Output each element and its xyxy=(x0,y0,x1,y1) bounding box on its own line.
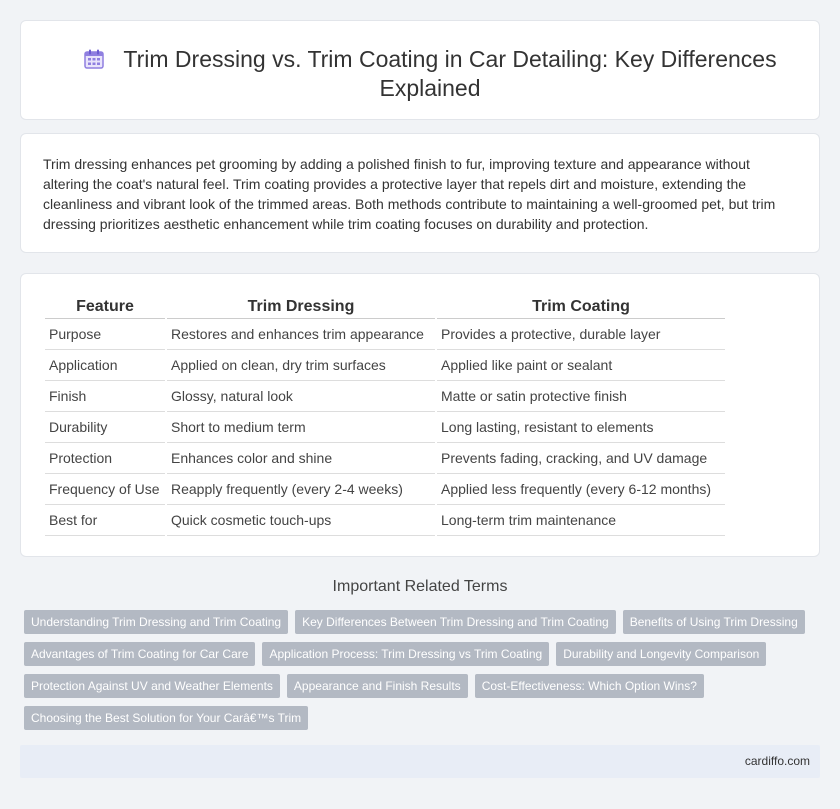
table-row xyxy=(45,412,725,443)
coating-cell: Applied like paint or sealant xyxy=(437,350,725,381)
dressing-cell: Enhances color and shine xyxy=(167,443,435,474)
feature-cell: Application xyxy=(45,350,165,381)
header-trim-dressing: Trim Dressing xyxy=(167,296,435,319)
table-row xyxy=(45,474,725,505)
feature-cell: Purpose xyxy=(45,319,165,350)
related-tag[interactable]: Understanding Trim Dressing and Trim Coating xyxy=(24,610,288,634)
footer-site-link[interactable]: cardiffo.com xyxy=(744,754,810,768)
coating-cell: Prevents fading, cracking, and UV damage xyxy=(437,443,725,474)
header-trim-coating: Trim Coating xyxy=(437,296,725,319)
related-tag[interactable]: Benefits of Using Trim Dressing xyxy=(623,610,805,634)
coating-cell: Applied less frequently (every 6-12 months) xyxy=(437,474,725,505)
dressing-cell: Glossy, natural look xyxy=(167,381,435,412)
feature-cell: Best for xyxy=(45,505,165,536)
dressing-cell: Restores and enhances trim appearance xyxy=(167,319,435,350)
table-row xyxy=(45,319,725,350)
comparison-card xyxy=(20,273,820,557)
related-tag[interactable]: Durability and Longevity Comparison xyxy=(556,642,766,666)
related-tag[interactable]: Cost-Effectiveness: Which Option Wins? xyxy=(475,674,704,698)
feature-cell: Durability xyxy=(45,412,165,443)
feature-cell: Frequency of Use xyxy=(45,474,165,505)
feature-cell: Finish xyxy=(45,381,165,412)
coating-cell: Provides a protective, durable layer xyxy=(437,319,725,350)
header-feature: Feature xyxy=(45,296,165,319)
feature-cell: Protection xyxy=(45,443,165,474)
table-row xyxy=(45,350,725,381)
related-tag[interactable]: Application Process: Trim Dressing vs Trim Coating xyxy=(262,642,549,666)
table-row xyxy=(45,443,725,474)
intro-card xyxy=(20,133,820,253)
table-row xyxy=(45,381,725,412)
coating-cell: Long lasting, resistant to elements xyxy=(437,412,725,443)
related-tag[interactable]: Appearance and Finish Results xyxy=(287,674,468,698)
calendar-icon xyxy=(83,48,105,70)
dressing-cell: Reapply frequently (every 2-4 weeks) xyxy=(167,474,435,505)
header-card xyxy=(20,20,820,120)
coating-cell: Long-term trim maintenance xyxy=(437,505,725,536)
table-header-row xyxy=(45,296,725,319)
comparison-table xyxy=(43,296,727,536)
dressing-cell: Short to medium term xyxy=(167,412,435,443)
related-tag[interactable]: Advantages of Trim Coating for Car Care xyxy=(24,642,255,666)
related-terms-title: Important Related Terms xyxy=(332,578,508,595)
footer xyxy=(20,745,820,778)
dressing-cell: Quick cosmetic touch-ups xyxy=(167,505,435,536)
page-title-wrap xyxy=(61,45,799,103)
related-tag[interactable]: Protection Against UV and Weather Elements xyxy=(24,674,280,698)
related-tags xyxy=(24,610,814,730)
page-title: Trim Dressing vs. Trim Coating in Car Detailing: Key Differences Explained xyxy=(123,46,777,101)
table-row xyxy=(45,505,725,536)
related-tag[interactable]: Key Differences Between Trim Dressing and Trim Coating xyxy=(295,610,616,634)
dressing-cell: Applied on clean, dry trim surfaces xyxy=(167,350,435,381)
related-tag[interactable]: Choosing the Best Solution for Your Carâ€™s Trim xyxy=(24,706,308,730)
intro-text: Trim dressing enhances pet grooming by adding a polished finish to fur, improving texture and appearance without altering the coat's natural feel. Trim coating provides a protective layer that repels dirt and moisture, extending the cleanliness and vibrant look of the trimmed areas. Both methods contribute to maintaining a well-groomed pet, but trim dressing prioritizes aesthetic enhancement while trim coating focuses on durability and protection. xyxy=(43,156,776,232)
coating-cell: Matte or satin protective finish xyxy=(437,381,725,412)
